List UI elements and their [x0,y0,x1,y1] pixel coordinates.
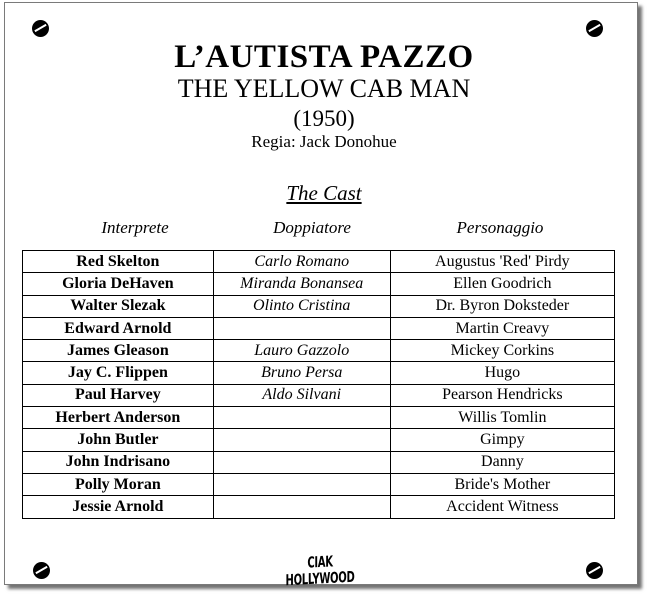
screw-icon [33,562,50,579]
actor-cell: Jay C. Flippen [23,362,214,384]
dubber-cell [213,451,390,473]
cast-heading: The Cast [286,181,362,205]
actor-cell: Polly Moran [23,473,214,495]
table-row [23,384,615,406]
dubber-cell: Miranda Bonansea [213,273,390,295]
role-cell: Danny [390,451,614,473]
actor-cell: Jessie Arnold [23,496,214,518]
actor-cell: Herbert Anderson [23,407,214,429]
dubber-cell: Carlo Romano [213,251,390,273]
table-row [23,295,615,317]
dubber-cell: Bruno Persa [213,362,390,384]
role-cell: Bride's Mother [390,473,614,495]
column-header-dubber: Doppiatore [273,218,351,237]
role-cell: Hugo [390,362,614,384]
dubber-cell [213,473,390,495]
actor-cell: John Indrisano [23,451,214,473]
dubber-cell [213,429,390,451]
table-row [23,340,615,362]
dubber-cell: Lauro Gazzolo [213,340,390,362]
dubber-cell [213,496,390,518]
movie-title: L’AUTISTA PAZZO [174,39,474,75]
table-row [23,273,615,295]
role-cell: Mickey Corkins [390,340,614,362]
actor-cell: Walter Slezak [23,295,214,317]
table-row [23,451,615,473]
role-cell: Ellen Goodrich [390,273,614,295]
actor-cell: Edward Arnold [23,317,214,339]
table-row [23,473,615,495]
actor-cell: Gloria DeHaven [23,273,214,295]
actor-cell: Red Skelton [23,251,214,273]
table-row [23,429,615,451]
role-cell: Martin Creavy [390,317,614,339]
dubber-cell [213,407,390,429]
column-header-role: Personaggio [456,218,544,237]
dubber-cell: Olinto Cristina [213,295,390,317]
screw-icon [586,20,603,37]
actor-cell: Paul Harvey [23,384,214,406]
actor-cell: James Gleason [23,340,214,362]
director-credit: Regia: Jack Donohue [251,132,397,151]
column-header-actor: Interprete [101,218,169,237]
role-cell: Augustus 'Red' Pirdy [390,251,614,273]
actor-cell: John Butler [23,429,214,451]
release-year: (1950) [293,106,355,131]
cast-table [22,250,615,519]
table-row [23,317,615,339]
table-row [23,496,615,518]
table-row [23,251,615,273]
dubber-cell: Aldo Silvani [213,384,390,406]
role-cell: Accident Witness [390,496,614,518]
role-cell: Pearson Hendricks [390,384,614,406]
role-cell: Dr. Byron Doksteder [390,295,614,317]
original-title: THE YELLOW CAB MAN [177,74,471,103]
dubber-cell [213,317,390,339]
screw-icon [586,562,603,579]
table-row [23,362,615,384]
table-row [23,407,615,429]
ciak-hollywood-logo: CIAK HOLLYWOOD [285,554,355,590]
role-cell: Gimpy [390,429,614,451]
screw-icon [32,20,49,37]
role-cell: Willis Tomlin [390,407,614,429]
